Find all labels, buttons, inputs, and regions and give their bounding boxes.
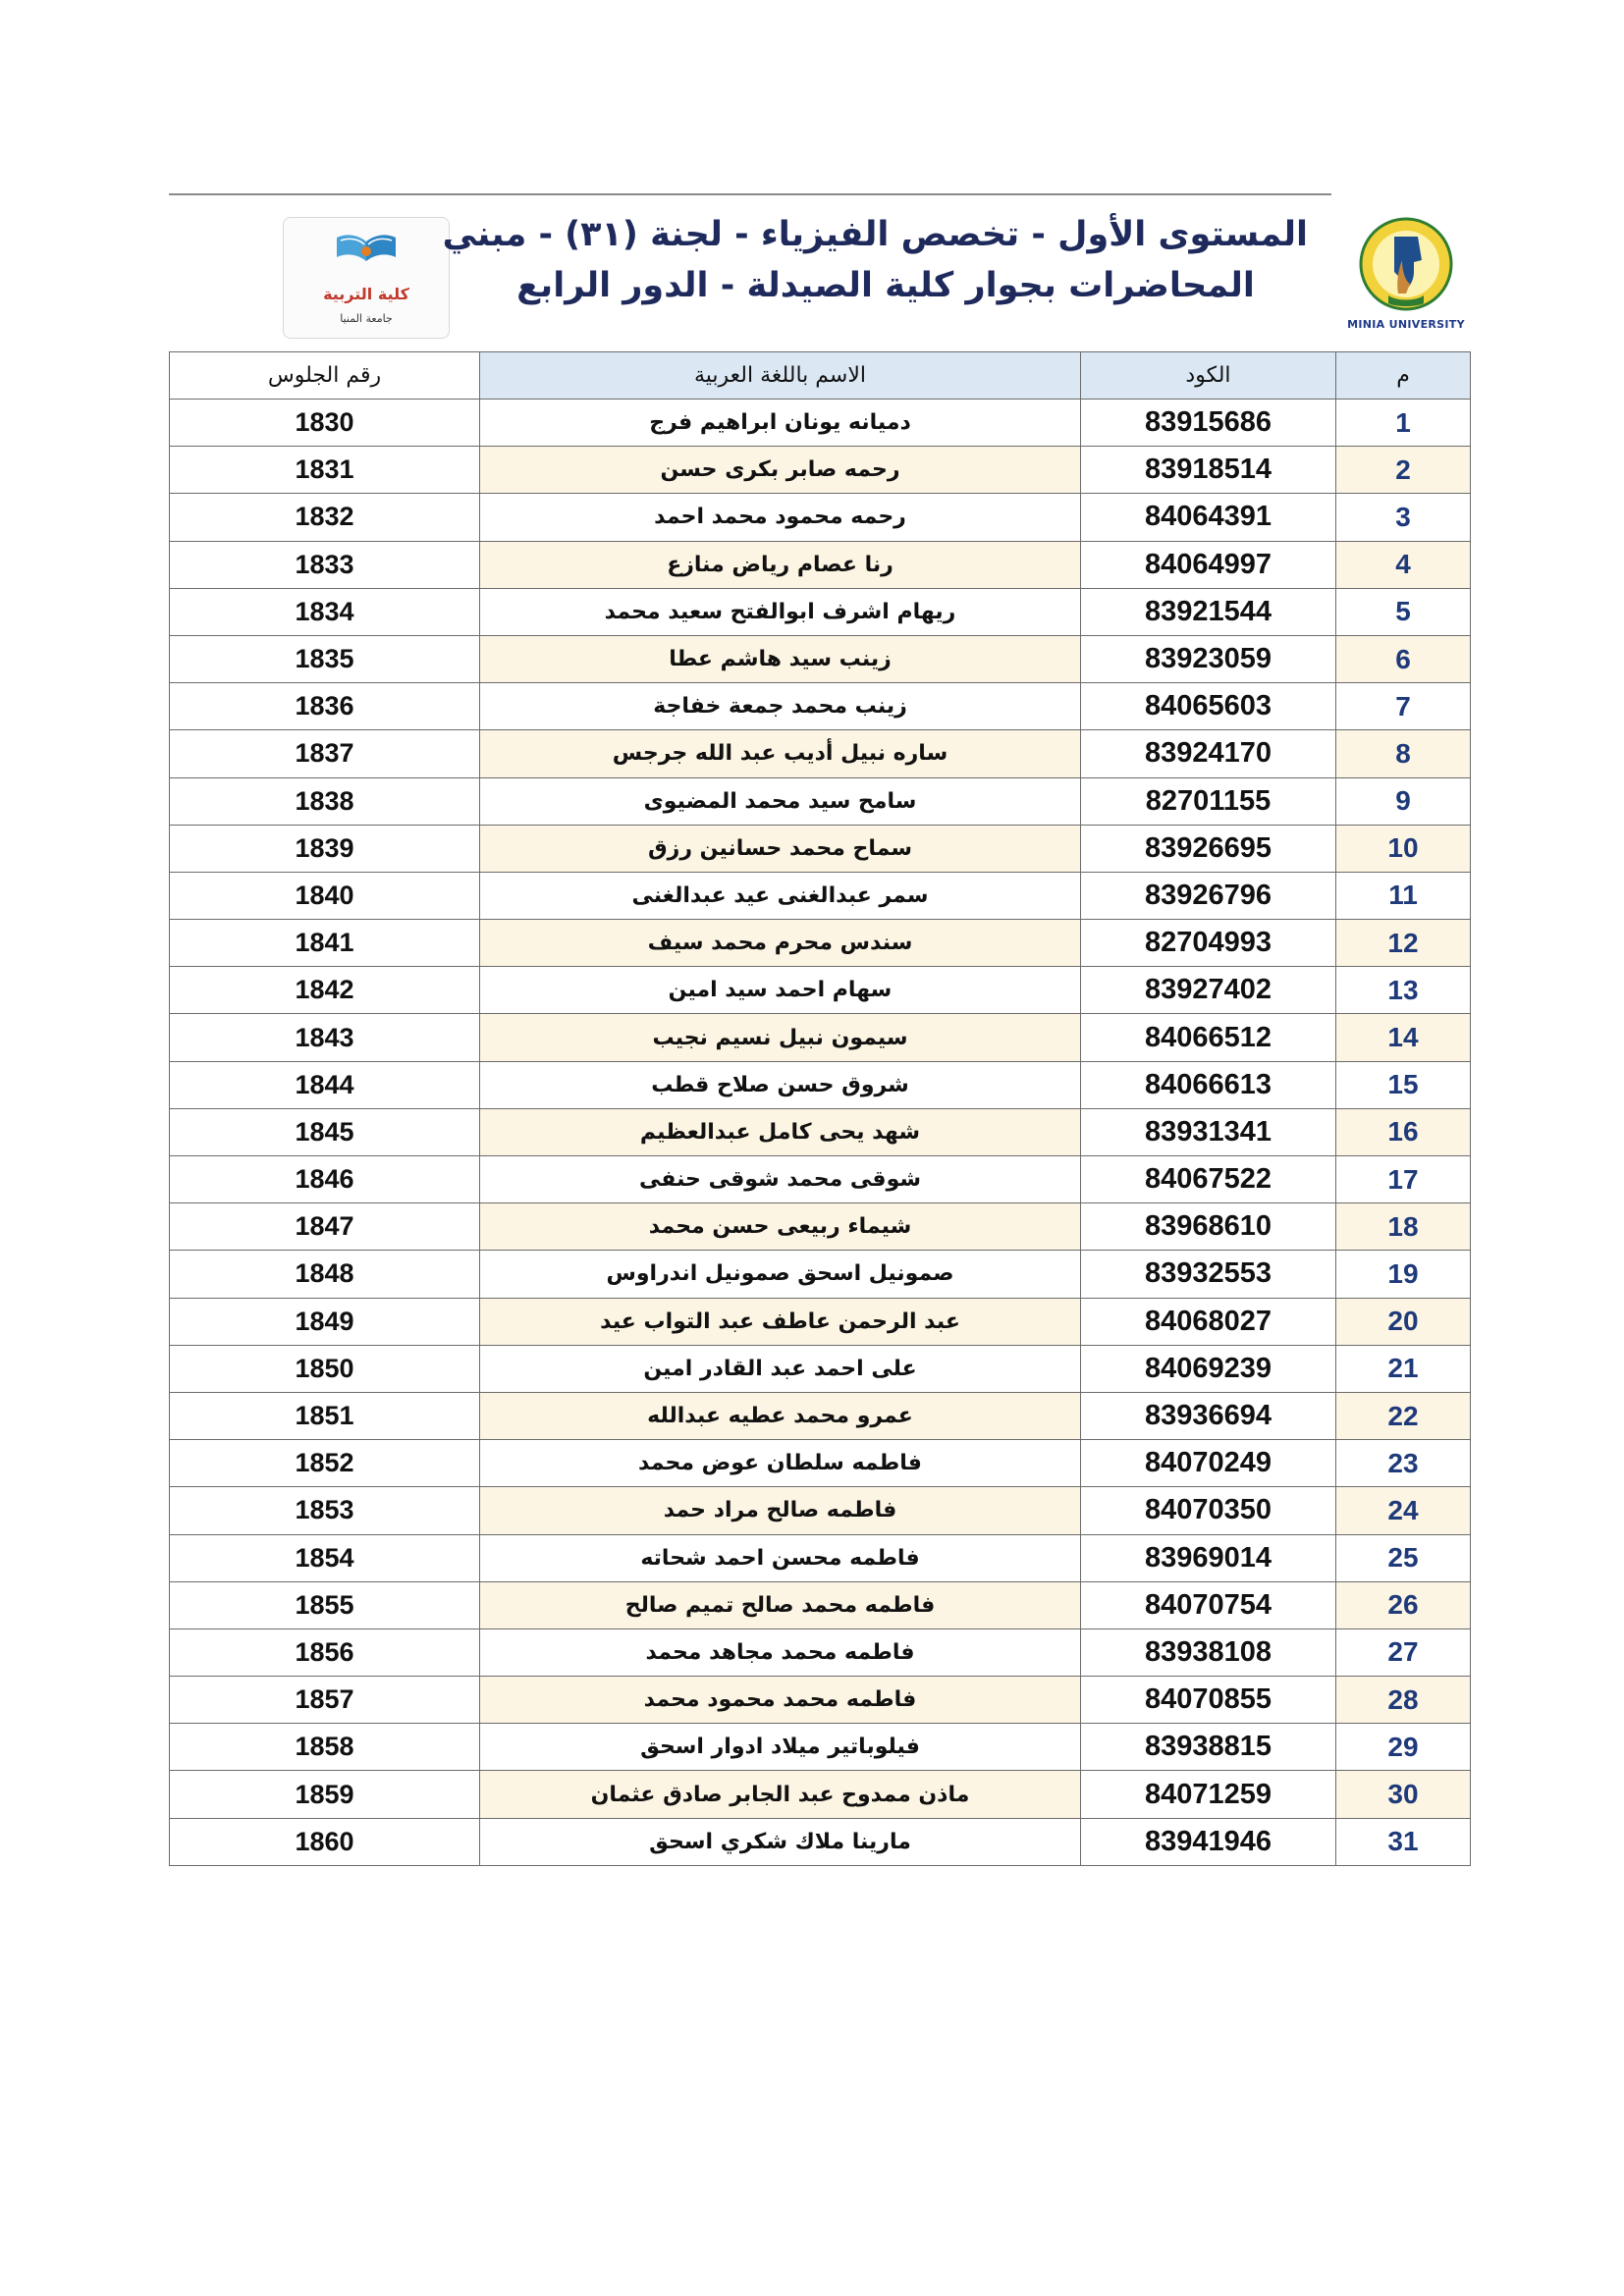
row-index-cell: 2 [1336,447,1471,494]
student-code-cell: 84070855 [1081,1677,1336,1724]
student-code-cell: 83938815 [1081,1724,1336,1771]
student-name-cell: ساره نبيل أديب عبد الله جرجس [480,730,1081,777]
student-name-cell: ماذن ممدوح عبد الجابر صادق عثمان [480,1771,1081,1818]
seat-number-cell: 1853 [170,1487,480,1534]
student-code-cell: 84068027 [1081,1298,1336,1345]
table-row [170,1392,1471,1439]
student-name-cell: فاطمه محمد صالح تميم صالح [480,1581,1081,1629]
table-row [170,683,1471,730]
table-row [170,588,1471,635]
student-code-cell: 84070754 [1081,1581,1336,1629]
student-name-cell: شروق حسن صلاح قطب [480,1061,1081,1108]
student-name-cell: على احمد عبد القادر امين [480,1345,1081,1392]
student-code-cell: 82701155 [1081,777,1336,825]
student-roster-table [169,351,1471,1866]
student-name-cell: فيلوباتير ميلاد ادوار اسحق [480,1724,1081,1771]
student-name-cell: سامح سيد محمد المضيوى [480,777,1081,825]
table-row [170,872,1471,919]
seat-number-cell: 1840 [170,872,480,919]
seat-number-cell: 1841 [170,920,480,967]
row-index-cell: 17 [1336,1156,1471,1203]
student-name-cell: شيماء ربيعى حسن محمد [480,1203,1081,1251]
seat-number-cell: 1859 [170,1771,480,1818]
student-code-cell: 83968610 [1081,1203,1336,1251]
seat-number-cell: 1844 [170,1061,480,1108]
student-name-cell: سندس محرم محمد سيف [480,920,1081,967]
student-code-cell: 83921544 [1081,588,1336,635]
table-row [170,1724,1471,1771]
table-row [170,1487,1471,1534]
student-name-cell: فاطمه محمد محمود محمد [480,1677,1081,1724]
student-name-cell: ريهام اشرف ابوالفتح سعيد محمد [480,588,1081,635]
seat-number-cell: 1847 [170,1203,480,1251]
student-code-cell: 83938108 [1081,1629,1336,1676]
table-row [170,920,1471,967]
table-row [170,541,1471,588]
row-index-cell: 21 [1336,1345,1471,1392]
column-header-code: الكود [1081,352,1336,400]
row-index-cell: 8 [1336,730,1471,777]
row-index-cell: 18 [1336,1203,1471,1251]
row-index-cell: 25 [1336,1534,1471,1581]
row-index-cell: 24 [1336,1487,1471,1534]
title-line-1: المستوى الأول - تخصص الفيزياء - لجنة (٣١) - مبني [442,215,1308,254]
table-row [170,1251,1471,1298]
student-code-cell: 83915686 [1081,400,1336,447]
student-code-cell: 83926695 [1081,825,1336,872]
seat-number-cell: 1860 [170,1818,480,1865]
seat-number-cell: 1849 [170,1298,480,1345]
table-row [170,1061,1471,1108]
column-header-index: م [1336,352,1471,400]
student-code-cell: 83924170 [1081,730,1336,777]
seat-number-cell: 1830 [170,400,480,447]
row-index-cell: 28 [1336,1677,1471,1724]
row-index-cell: 3 [1336,494,1471,541]
row-index-cell: 26 [1336,1581,1471,1629]
student-name-cell: شهد يحى كامل عبدالعظيم [480,1108,1081,1155]
title-line-2: المحاضرات بجوار كلية الصيدلة - الدور الرابع [516,266,1255,305]
table-row [170,777,1471,825]
faculty-logo-label: كلية التربية [323,285,409,303]
student-code-cell: 84064391 [1081,494,1336,541]
table-row [170,1203,1471,1251]
row-index-cell: 29 [1336,1724,1471,1771]
student-name-cell: عبد الرحمن عاطف عبد التواب عيد [480,1298,1081,1345]
table-row [170,1677,1471,1724]
seat-number-cell: 1855 [170,1581,480,1629]
table-row [170,1440,1471,1487]
student-name-cell: فاطمه محمد مجاهد محمد [480,1629,1081,1676]
student-name-cell: عمرو محمد عطيه عبدالله [480,1392,1081,1439]
row-index-cell: 23 [1336,1440,1471,1487]
student-name-cell: سماح محمد حسانين رزق [480,825,1081,872]
row-index-cell: 15 [1336,1061,1471,1108]
student-code-cell: 84071259 [1081,1771,1336,1818]
faculty-logo-sublabel: جامعة المنيا [340,312,393,325]
seat-number-cell: 1833 [170,541,480,588]
seat-number-cell: 1846 [170,1156,480,1203]
student-code-cell: 84069239 [1081,1345,1336,1392]
student-name-cell: رحمه محمود محمد احمد [480,494,1081,541]
seat-number-cell: 1835 [170,635,480,682]
table-row [170,1771,1471,1818]
row-index-cell: 27 [1336,1629,1471,1676]
seat-number-cell: 1842 [170,967,480,1014]
student-code-cell: 84065603 [1081,683,1336,730]
student-code-cell: 83936694 [1081,1392,1336,1439]
student-name-cell: فاطمه محسن احمد شحاته [480,1534,1081,1581]
row-index-cell: 13 [1336,967,1471,1014]
student-code-cell: 82704993 [1081,920,1336,967]
seat-number-cell: 1834 [170,588,480,635]
student-name-cell: فاطمه سلطان عوض محمد [480,1440,1081,1487]
student-code-cell: 84067522 [1081,1156,1336,1203]
seat-number-cell: 1832 [170,494,480,541]
row-index-cell: 11 [1336,872,1471,919]
column-header-seat-number: رقم الجلوس [170,352,480,400]
table-row [170,1156,1471,1203]
row-index-cell: 31 [1336,1818,1471,1865]
row-index-cell: 12 [1336,920,1471,967]
table-body [170,400,1471,1866]
student-code-cell: 84066613 [1081,1061,1336,1108]
student-name-cell: سهام احمد سيد امين [480,967,1081,1014]
row-index-cell: 19 [1336,1251,1471,1298]
row-index-cell: 30 [1336,1771,1471,1818]
page-title [442,209,1308,311]
row-index-cell: 6 [1336,635,1471,682]
table-row [170,1108,1471,1155]
student-name-cell: دميانه يونان ابراهيم فرج [480,400,1081,447]
document-header [169,209,1470,342]
seat-number-cell: 1839 [170,825,480,872]
row-index-cell: 20 [1336,1298,1471,1345]
row-index-cell: 16 [1336,1108,1471,1155]
table-header-row [170,352,1471,400]
student-name-cell: رنا عصام رياض منازع [480,541,1081,588]
row-index-cell: 7 [1336,683,1471,730]
student-name-cell: صمونيل اسحق صمونيل اندراوس [480,1251,1081,1298]
top-divider [169,193,1331,195]
student-code-cell: 84070350 [1081,1487,1336,1534]
student-name-cell: زينب سيد هاشم عطا [480,635,1081,682]
row-index-cell: 9 [1336,777,1471,825]
seat-number-cell: 1857 [170,1677,480,1724]
seat-number-cell: 1848 [170,1251,480,1298]
student-code-cell: 83926796 [1081,872,1336,919]
row-index-cell: 1 [1336,400,1471,447]
seat-number-cell: 1854 [170,1534,480,1581]
student-code-cell: 84070249 [1081,1440,1336,1487]
student-code-cell: 83918514 [1081,447,1336,494]
table-row [170,1014,1471,1061]
row-index-cell: 4 [1336,541,1471,588]
student-code-cell: 83969014 [1081,1534,1336,1581]
seat-number-cell: 1850 [170,1345,480,1392]
table-row [170,730,1471,777]
seat-number-cell: 1851 [170,1392,480,1439]
student-code-cell: 83927402 [1081,967,1336,1014]
student-name-cell: سمر عبدالغنى عيد عبدالغنى [480,872,1081,919]
table-row [170,1345,1471,1392]
table-row [170,494,1471,541]
faculty-of-education-logo [283,217,450,339]
student-name-cell: فاطمه صالح مراد حمد [480,1487,1081,1534]
seat-number-cell: 1831 [170,447,480,494]
table-row [170,967,1471,1014]
seat-number-cell: 1845 [170,1108,480,1155]
table-row [170,400,1471,447]
column-header-arabic-name: الاسم باللغة العربية [480,352,1081,400]
row-index-cell: 5 [1336,588,1471,635]
student-code-cell: 83931341 [1081,1108,1336,1155]
table-row [170,635,1471,682]
student-name-cell: رحمه صابر بكرى حسن [480,447,1081,494]
student-code-cell: 83923059 [1081,635,1336,682]
seat-number-cell: 1838 [170,777,480,825]
row-index-cell: 22 [1336,1392,1471,1439]
table-row [170,1298,1471,1345]
seat-number-cell: 1858 [170,1724,480,1771]
student-name-cell: سيمون نبيل نسيم نجيب [480,1014,1081,1061]
table-row [170,825,1471,872]
student-code-cell: 83932553 [1081,1251,1336,1298]
table-row [170,1581,1471,1629]
student-code-cell: 84064997 [1081,541,1336,588]
seat-number-cell: 1837 [170,730,480,777]
seat-number-cell: 1843 [170,1014,480,1061]
student-code-cell: 84066512 [1081,1014,1336,1061]
student-code-cell: 83941946 [1081,1818,1336,1865]
minia-university-logo [1347,213,1465,341]
seat-number-cell: 1856 [170,1629,480,1676]
student-name-cell: زينب محمد جمعة خفاجة [480,683,1081,730]
row-index-cell: 10 [1336,825,1471,872]
open-book-icon [335,232,398,267]
table-row [170,447,1471,494]
student-name-cell: شوقى محمد شوقى حنفى [480,1156,1081,1203]
seat-number-cell: 1852 [170,1440,480,1487]
table-row [170,1818,1471,1865]
student-name-cell: مارينا ملاك شكري اسحق [480,1818,1081,1865]
table-row [170,1534,1471,1581]
university-name-label: MINIA UNIVERSITY [1347,318,1465,331]
nefertiti-emblem-icon [1359,213,1453,315]
table-row [170,1629,1471,1676]
row-index-cell: 14 [1336,1014,1471,1061]
seat-number-cell: 1836 [170,683,480,730]
